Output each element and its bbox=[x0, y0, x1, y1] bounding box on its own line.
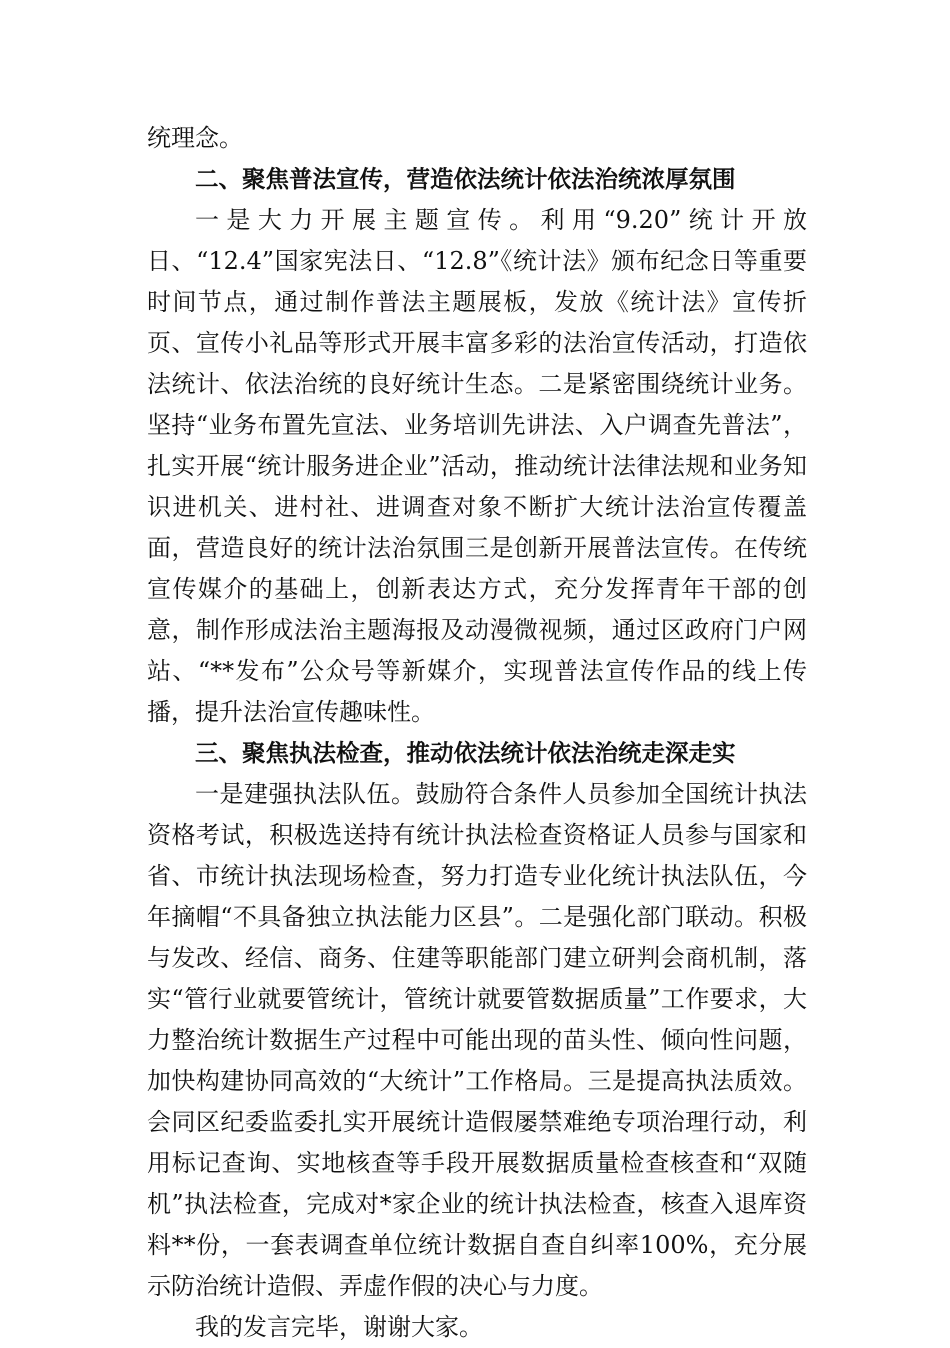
closing-remark: 我的发言完毕，谢谢大家。 bbox=[195, 1313, 483, 1341]
section-3-paragraph: 一是建强执法队伍。鼓励符合条件人员参加全国统计执法资格考试，积极选送持有统计执法检查资格证人员参与国家和省、市统计执法现场检查，努力打造专业化统计执法队伍，今年摘帽“不具备独立执法能力区县”。二是强化部门联动。积极与发改、经信、商务、住建等职能部门建立研判会商机制，落实“管行业就要管统计，管统计就要管数据质量”工作要求，大力整治统计数据生产过程中可能出现的苗头性、倾向性问题，加快构建协同高效的“大统计”工作格局。三是提高执法质效。会同区纪委监委扎实开展统计造假屡禁难绝专项治理行动，利用标记查询、实地核查等手段开展数据质量检查核查和“双随机”执法检查，完成对*家企业的统计执法检查，核查入退库资料**份，一套表调查单位统计数据自查自纠率100%，充分展示防治统计造假、弄虚作假的决心与力度。 bbox=[147, 780, 807, 1300]
section-2-heading: 二、聚焦普法宣传，营造依法统计依法治统浓厚氛围 bbox=[195, 165, 736, 193]
section-2-paragraph: 一是大力开展主题宣传。利用“9.20”统计开放日、“12.4”国家宪法日、“12.8”《统计法》颁布纪念日等重要时间节点，通过制作普法主题展板，发放《统计法》宣传折页、宣传小礼品等形式开展丰富多彩的法治宣传活动，打造依法统计、依法治统的良好统计生态。二是紧密围绕统计业务。坚持“业务布置先宣法、业务培训先讲法、入户调查先普法”，扎实开展“统计服务进企业”活动，推动统计法律法规和业务知识进机关、进村社、进调查对象不断扩大统计法治宣传覆盖面，营造良好的统计法治氛围三是创新开展普法宣传。在传统宣传媒介的基础上，创新表达方式，充分发挥青年干部的创意，制作形成法治主题海报及动漫微视频，通过区政府门户网站、“**发布”公众号等新媒介，实现普法宣传作品的线上传播，提升法治宣传趣味性。 bbox=[147, 206, 807, 726]
lead-fragment: 统理念。 bbox=[147, 124, 243, 152]
document-body bbox=[147, 118, 807, 1348]
section-3-heading: 三、聚焦执法检查，推动依法统计依法治统走深走实 bbox=[195, 739, 736, 767]
